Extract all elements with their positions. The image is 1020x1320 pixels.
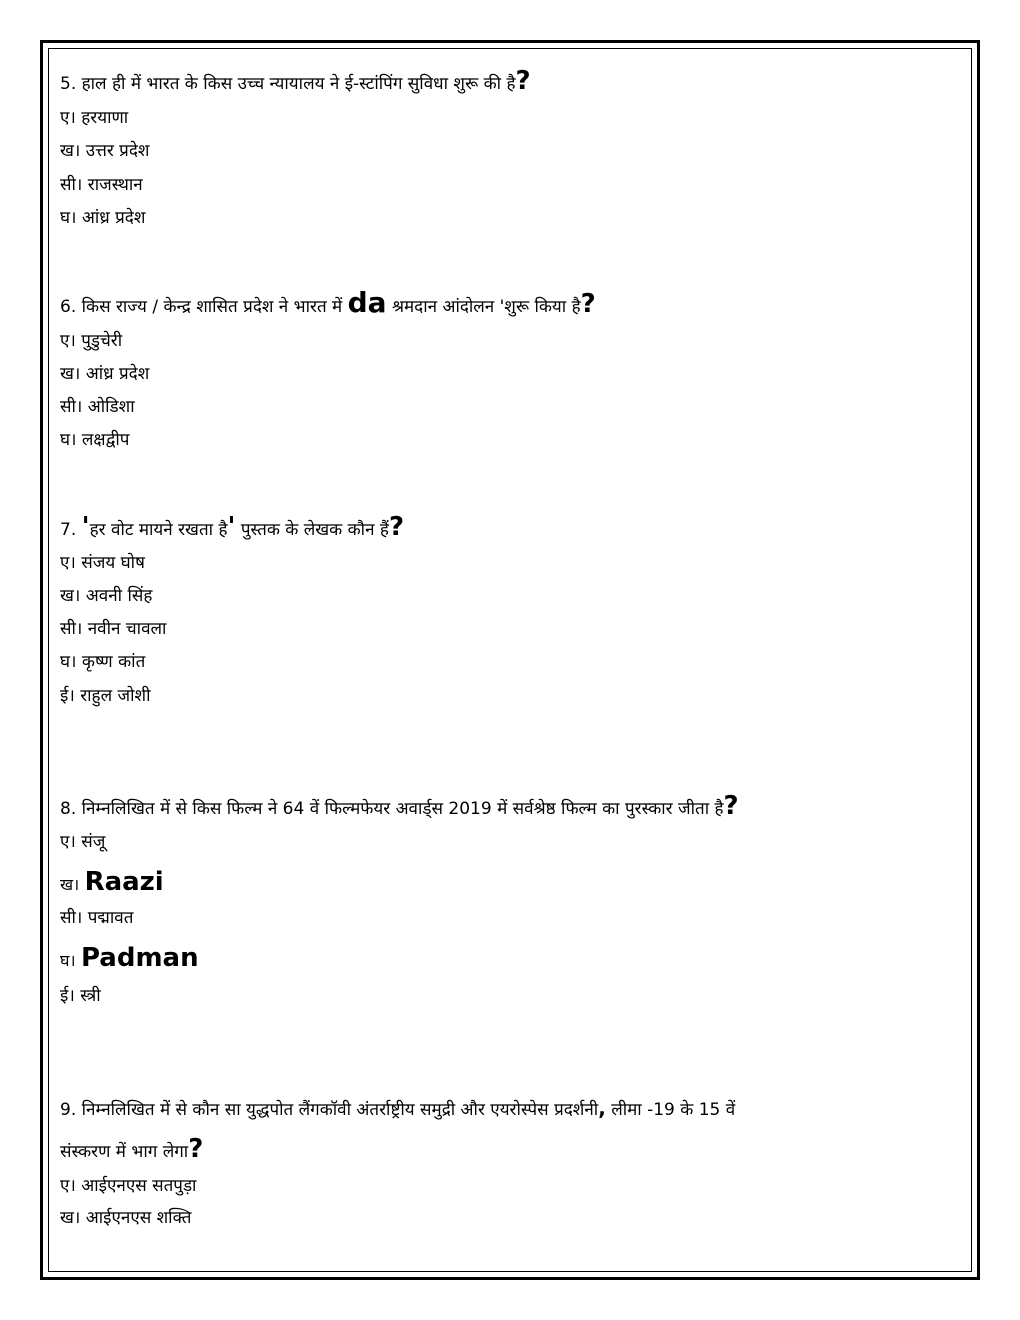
question-mark: ? bbox=[388, 512, 405, 542]
option bbox=[60, 942, 199, 977]
question-9-text-line2: संस्करण में भाग लेगा bbox=[60, 1142, 189, 1162]
page-border-inner bbox=[48, 48, 972, 1272]
question-6 bbox=[60, 286, 596, 319]
page-border-outer bbox=[40, 40, 980, 1280]
option bbox=[60, 140, 149, 162]
option-text: नवीन चावला bbox=[87, 619, 167, 639]
question-mark: ? bbox=[188, 1134, 204, 1164]
option-text: आईएनएस शक्ति bbox=[85, 1208, 192, 1228]
option bbox=[60, 866, 164, 901]
option-text: संजय घोष bbox=[81, 553, 145, 573]
option bbox=[60, 618, 166, 640]
question-5-text: 5. हाल ही में भारत के किस उच्च न्यायालय ने ई-स्टांपिंग सुविधा शुरू की है bbox=[60, 74, 516, 94]
option bbox=[60, 107, 128, 129]
option-text: Raazi bbox=[84, 867, 164, 897]
quote-open: ' bbox=[81, 512, 90, 542]
option-prefix: घ। bbox=[60, 208, 77, 228]
option bbox=[60, 685, 151, 707]
option-prefix: ख। bbox=[60, 586, 81, 606]
option-prefix: ई। bbox=[60, 686, 75, 706]
option-prefix: सी। bbox=[60, 619, 83, 639]
question-mark: ? bbox=[515, 66, 531, 96]
option bbox=[60, 831, 105, 853]
option-text: लक्षद्वीप bbox=[81, 430, 130, 450]
option bbox=[60, 396, 135, 418]
question-mark: ? bbox=[580, 289, 596, 319]
option-text: आईएनएस सतपुड़ा bbox=[81, 1176, 197, 1196]
option-prefix: ए। bbox=[60, 108, 76, 128]
question-mark: ? bbox=[723, 791, 739, 821]
option bbox=[60, 552, 145, 574]
question-9-text-line1: 9. निम्नलिखित में से कौन सा युद्धपोत लैंगकॉवी अंतर्राष्ट्रीय समुद्री और एयरोस्पेस प्रदर्शनी bbox=[60, 1100, 599, 1120]
option bbox=[60, 585, 152, 607]
option-text: ओडिशा bbox=[87, 397, 135, 417]
option bbox=[60, 330, 122, 352]
comma: , bbox=[598, 1096, 606, 1120]
option-prefix: घ। bbox=[60, 430, 77, 450]
question-7-book-title: हर वोट मायने रखता है bbox=[89, 520, 228, 540]
option bbox=[60, 207, 145, 229]
option-text: Padman bbox=[80, 943, 199, 973]
option bbox=[60, 985, 101, 1007]
option-text: राजस्थान bbox=[87, 175, 143, 195]
option-prefix: सी। bbox=[60, 175, 83, 195]
question-9-continued bbox=[60, 1134, 204, 1164]
question-8-text: 8. निम्नलिखित में से किस फिल्म ने 64 वें फिल्मफेयर अवार्ड्स 2019 में सर्वश्रेष्ठ फिल्म का पुरस्कार जीता है bbox=[60, 799, 724, 819]
option-text: कृष्ण कांत bbox=[81, 652, 146, 672]
option-prefix: ई। bbox=[60, 986, 75, 1006]
question-7-number: 7. bbox=[60, 520, 77, 540]
question-8 bbox=[60, 791, 739, 821]
option-prefix: ए। bbox=[60, 1176, 76, 1196]
option-prefix: ए। bbox=[60, 331, 76, 351]
question-9-text-line1-end: लीमा -19 के 15 वें bbox=[611, 1100, 736, 1120]
option-text: हरयाणा bbox=[81, 108, 129, 128]
option bbox=[60, 907, 133, 929]
option-text: आंध्र प्रदेश bbox=[81, 208, 146, 228]
question-6-text-after: श्रमदान आंदोलन 'शुरू किया है bbox=[391, 297, 581, 317]
option-prefix: घ। bbox=[60, 951, 76, 970]
option bbox=[60, 1175, 196, 1197]
option-prefix: ख। bbox=[60, 141, 81, 161]
option bbox=[60, 363, 149, 385]
option bbox=[60, 651, 145, 673]
option-prefix: ए। bbox=[60, 832, 76, 852]
option bbox=[60, 174, 143, 196]
option bbox=[60, 429, 129, 451]
option-text: पुडुचेरी bbox=[81, 331, 123, 351]
question-5 bbox=[60, 66, 531, 96]
option-text: स्त्री bbox=[80, 986, 101, 1006]
option-prefix: ए। bbox=[60, 553, 76, 573]
option-text: राहुल जोशी bbox=[80, 686, 151, 706]
option-prefix: ख। bbox=[60, 1208, 81, 1228]
option-text: संजू bbox=[81, 832, 106, 852]
question-7 bbox=[60, 512, 405, 542]
option-prefix: सी। bbox=[60, 397, 83, 417]
option-prefix: सी। bbox=[60, 908, 83, 928]
question-9 bbox=[60, 1097, 735, 1121]
question-6-highlight: da bbox=[347, 286, 387, 319]
question-7-text-after: पुस्तक के लेखक कौन हैं bbox=[240, 520, 389, 540]
option-text: अवनी सिंह bbox=[85, 586, 153, 606]
option-text: पद्मावत bbox=[87, 908, 134, 928]
option-text: उत्तर प्रदेश bbox=[85, 141, 150, 161]
quote-close: ' bbox=[227, 512, 236, 542]
option-prefix: ख। bbox=[60, 364, 81, 384]
option-prefix: ख। bbox=[60, 875, 80, 894]
question-6-text: 6. किस राज्य / केन्द्र शासित प्रदेश ने भारत में bbox=[60, 297, 343, 317]
option-prefix: घ। bbox=[60, 652, 77, 672]
option-text: आंध्र प्रदेश bbox=[85, 364, 150, 384]
option bbox=[60, 1207, 191, 1229]
